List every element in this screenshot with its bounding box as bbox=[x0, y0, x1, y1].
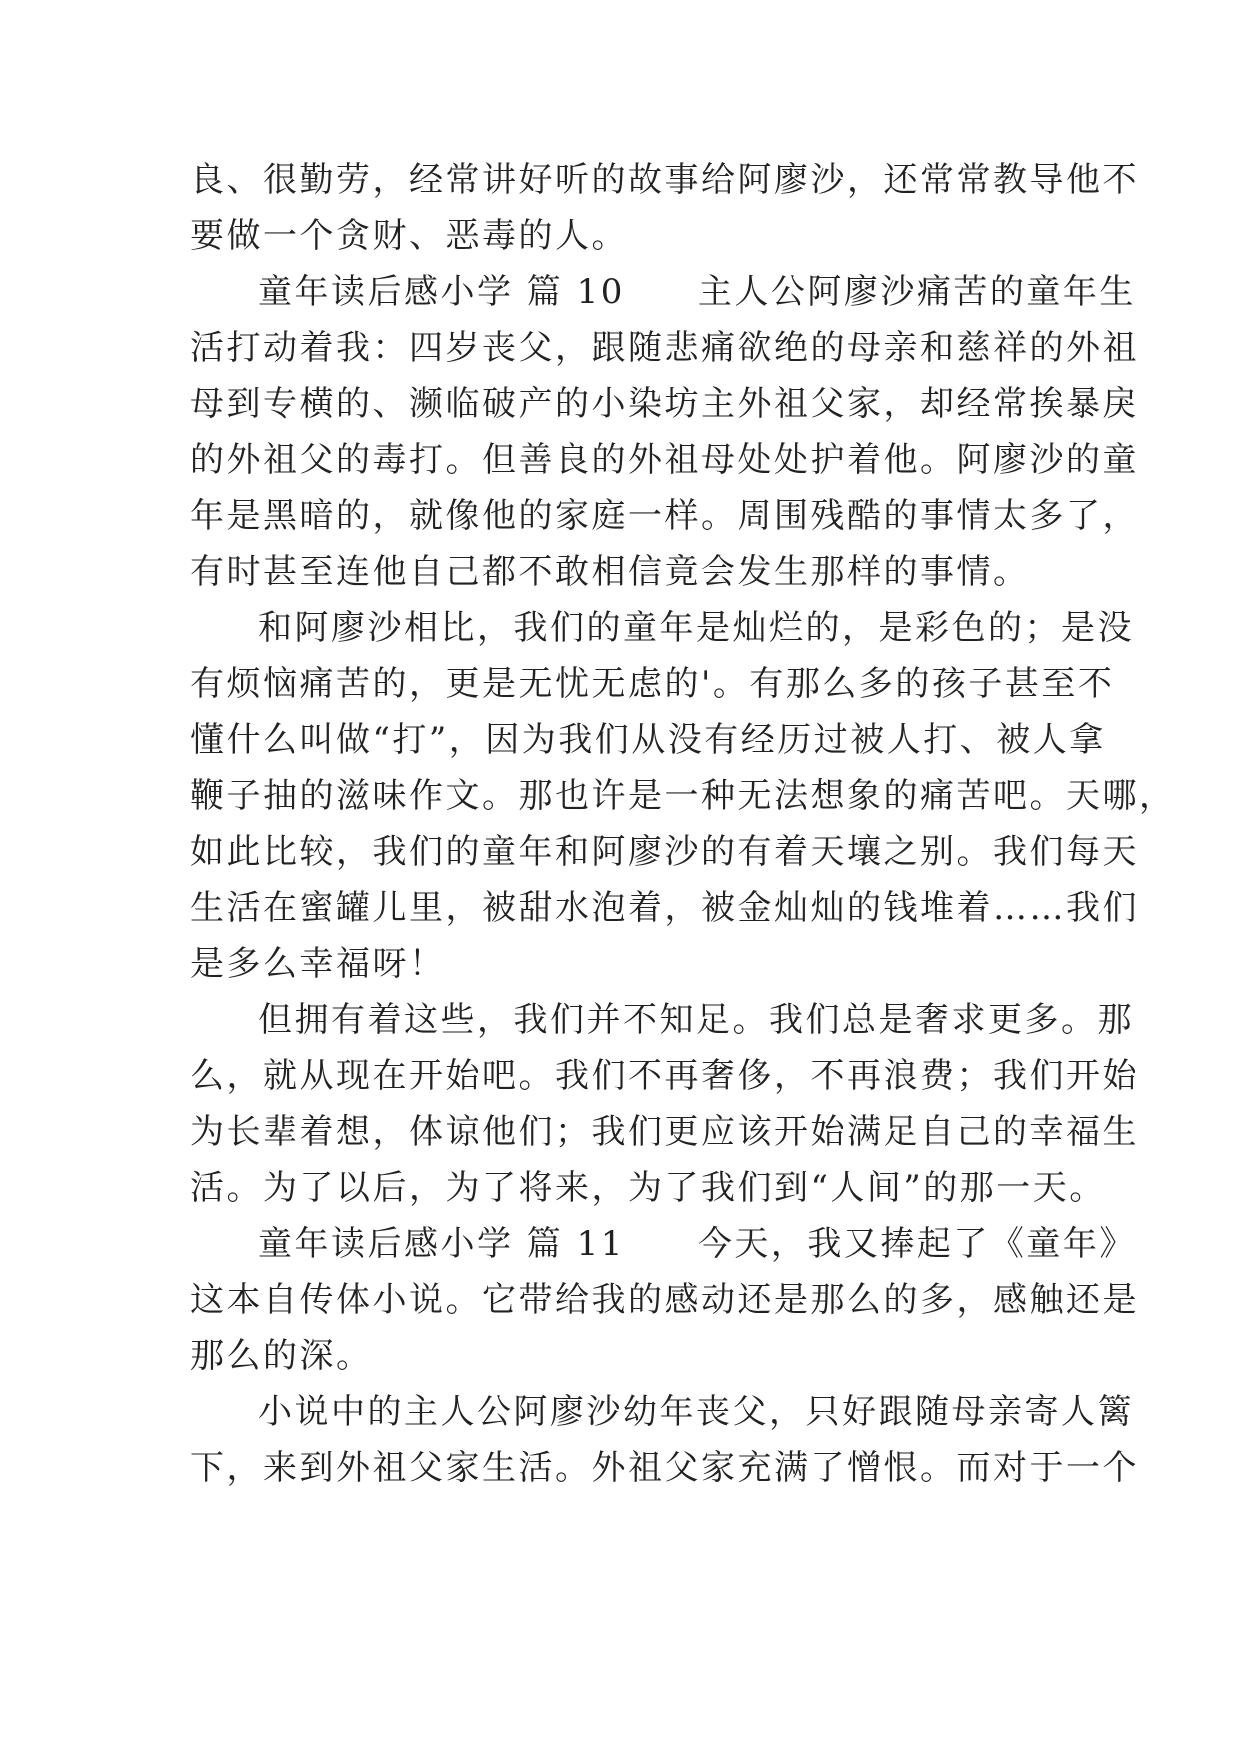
body-text bbox=[190, 152, 1176, 1496]
text-line: 鞭子抽的滋味作文。那也许是一种无法想象的痛苦吧。天哪， bbox=[190, 776, 1176, 816]
text-line: 童年读后感小学 篇 10 主人公阿廖沙痛苦的童年生 bbox=[258, 272, 1136, 312]
text-line: 的外祖父的毒打。但善良的外祖母处处护着他。阿廖沙的童 bbox=[190, 440, 1139, 480]
text-line: 懂什么叫做“打”，因为我们从没有经历过被人打、被人拿 bbox=[190, 720, 1106, 760]
text-line: 良、很勤劳，经常讲好听的故事给阿廖沙，还常常教导他不 bbox=[190, 160, 1139, 200]
text-line: 下，来到外祖父家生活。外祖父家充满了憎恨。而对于一个 bbox=[190, 1448, 1139, 1488]
text-line: 童年读后感小学 篇 11 今天，我又捧起了《童年》 bbox=[258, 1224, 1136, 1264]
text-line: 活打动着我：四岁丧父，跟随悲痛欲绝的母亲和慈祥的外祖 bbox=[190, 328, 1139, 368]
text-line: 是多么幸福呀！ bbox=[190, 944, 446, 984]
document-page bbox=[190, 152, 1176, 1496]
text-line: 那么的深。 bbox=[190, 1336, 373, 1376]
text-line: 有时甚至连他自己都不敢相信竟会发生那样的事情。 bbox=[190, 552, 1030, 592]
text-line: 年是黑暗的，就像他的家庭一样。周围残酷的事情太多了， bbox=[190, 496, 1139, 536]
text-line: 要做一个贪财、恶毒的人。 bbox=[190, 216, 628, 256]
text-line: 么，就从现在开始吧。我们不再奢侈，不再浪费；我们开始 bbox=[190, 1056, 1139, 1096]
text-line: 母到专横的、濒临破产的小染坊主外祖父家，却经常挨暴戾 bbox=[190, 384, 1139, 424]
text-line: 这本自传体小说。它带给我的感动还是那么的多，感触还是 bbox=[190, 1280, 1139, 1320]
text-line: 但拥有着这些，我们并不知足。我们总是奢求更多。那 bbox=[258, 1000, 1134, 1040]
text-line: 生活在蜜罐儿里，被甜水泡着，被金灿灿的钱堆着……我们 bbox=[190, 888, 1139, 928]
text-line: 和阿廖沙相比，我们的童年是灿烂的，是彩色的；是没 bbox=[258, 608, 1134, 648]
text-line: 活。为了以后，为了将来，为了我们到“人间”的那一天。 bbox=[190, 1168, 1106, 1208]
text-line: 为长辈着想，体谅他们；我们更应该开始满足自己的幸福生 bbox=[190, 1112, 1139, 1152]
text-line: 小说中的主人公阿廖沙幼年丧父，只好跟随母亲寄人篱 bbox=[258, 1392, 1134, 1432]
text-line: 有烦恼痛苦的，更是无忧无虑的'。有那么多的孩子甚至不 bbox=[190, 664, 1115, 704]
text-line: 如此比较，我们的童年和阿廖沙的有着天壤之别。我们每天 bbox=[190, 832, 1139, 872]
